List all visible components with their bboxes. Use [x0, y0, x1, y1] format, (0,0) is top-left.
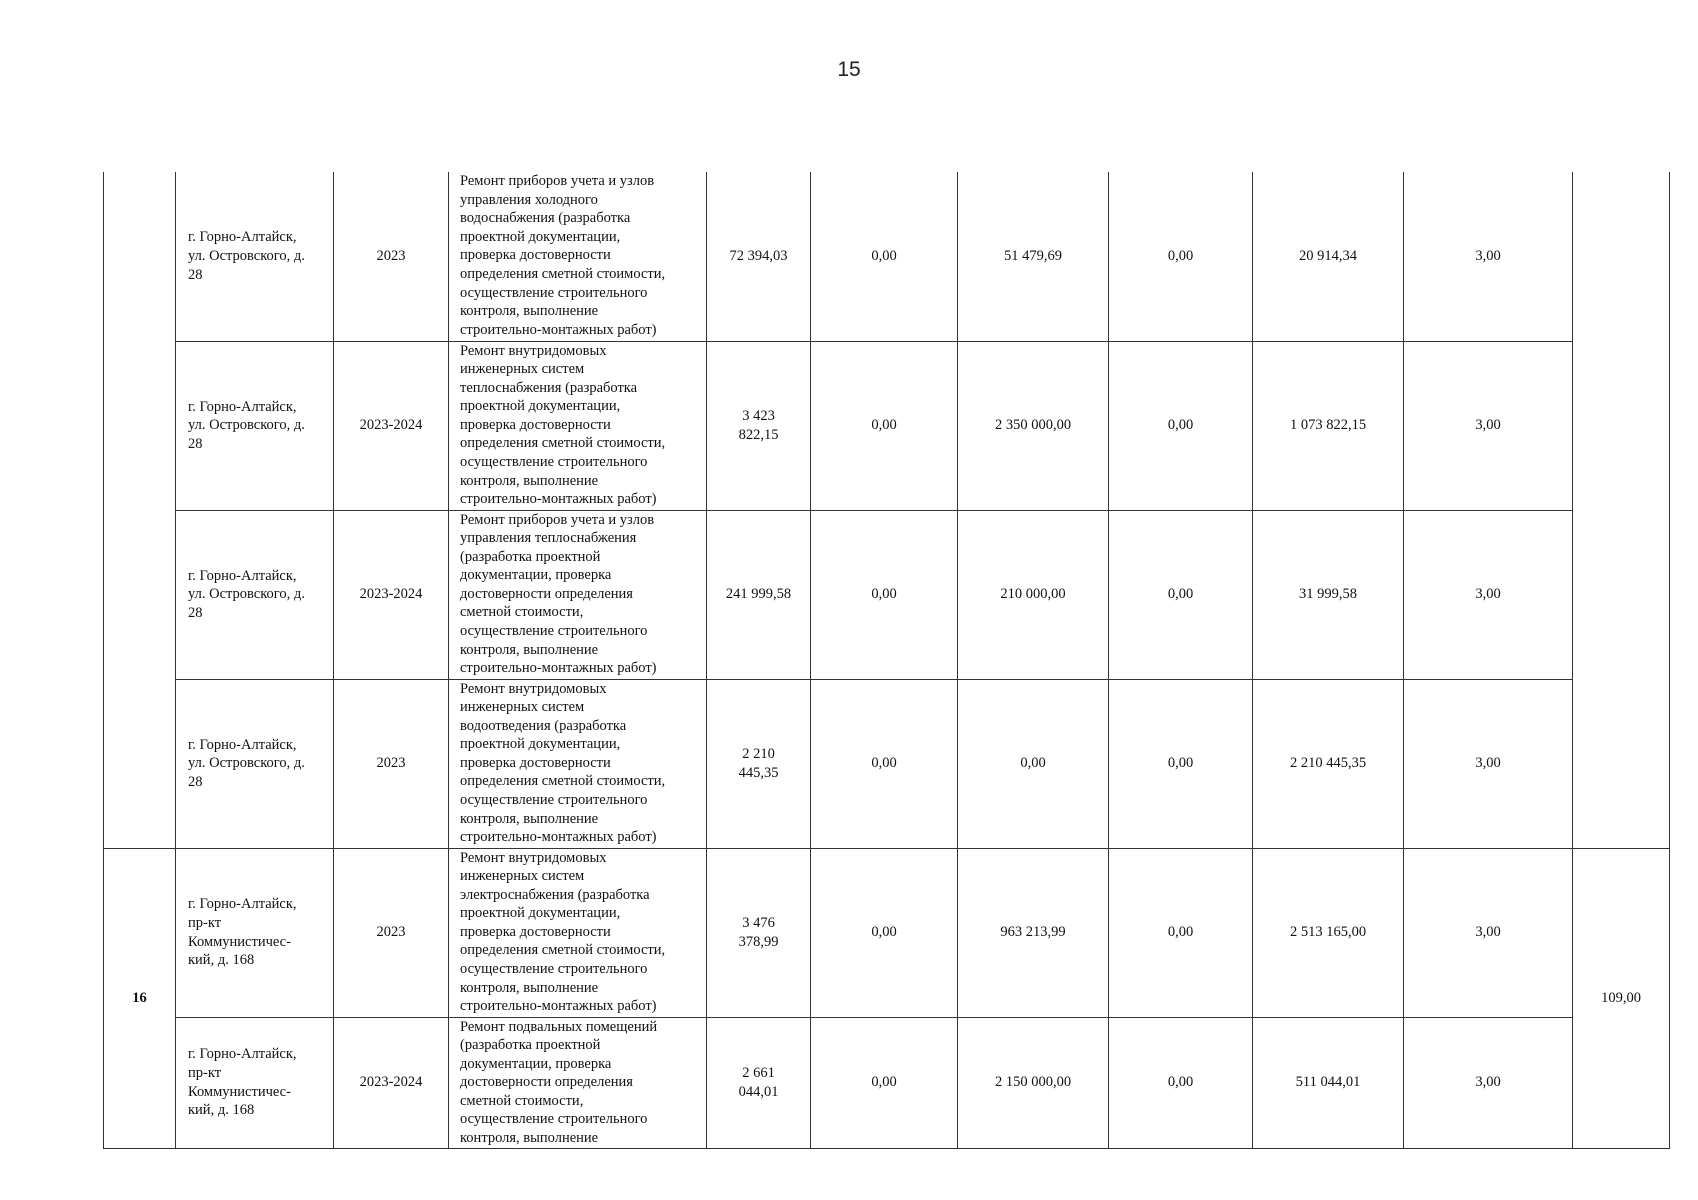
table-row [104, 341, 1670, 510]
address-cell [176, 848, 334, 1017]
total-cost-cell [707, 1017, 811, 1148]
address-line: ул. Островского, д. [188, 586, 305, 603]
work-description-line: управления холодного [460, 191, 598, 208]
amount-cell-v4: 31 999,58 [1253, 510, 1404, 679]
work-description-line: строительно-монтажных работ) [460, 321, 657, 338]
work-description-line: контроля, выполнение [460, 641, 599, 658]
work-description-line: осуществление строительного [460, 961, 648, 978]
address-line: кий, д. 168 [188, 952, 255, 969]
address-cell [176, 172, 334, 341]
address-line: 28 [188, 604, 203, 621]
object-total-cell: 109,00 [1573, 848, 1670, 1148]
work-description-line: сметной стоимости, [460, 604, 584, 621]
address-cell [176, 679, 334, 848]
work-description-line: определения сметной стоимости, [460, 942, 666, 959]
table-row [104, 172, 1670, 341]
work-description-cell [449, 172, 707, 341]
amount-cell-v1: 0,00 [811, 172, 958, 341]
period-cell: 2023-2024 [334, 1017, 449, 1148]
work-description-line: проверка достоверности [460, 923, 611, 940]
work-description-line: (разработка проектной [460, 548, 601, 565]
work-description-line: проектной документации, [460, 398, 621, 415]
amount-cell-v5: 3,00 [1404, 679, 1573, 848]
work-description-line: строительно-монтажных работ) [460, 998, 657, 1015]
amount-cell-v4: 20 914,34 [1253, 172, 1404, 341]
work-description-line: управления теплоснабжения [460, 530, 637, 547]
amount-cell-v3: 0,00 [1109, 172, 1253, 341]
amount-cell-v4: 511 044,01 [1253, 1017, 1404, 1148]
work-description-line: теплоснабжения (разработка [460, 379, 638, 396]
object-number-cell: 16 [104, 848, 176, 1148]
work-description-line: осуществление строительного [460, 284, 648, 301]
amount-cell-v1: 0,00 [811, 679, 958, 848]
table-body [104, 172, 1670, 1148]
table-row [104, 1017, 1670, 1148]
total-cost-line: 2 210 [742, 745, 775, 762]
work-description-cell [449, 848, 707, 1017]
amount-cell-v5: 3,00 [1404, 848, 1573, 1017]
work-description-line: определения сметной стоимости, [460, 265, 666, 282]
address-line: ул. Островского, д. [188, 247, 305, 264]
work-description-line: осуществление строительного [460, 792, 648, 809]
amount-cell-v1: 0,00 [811, 341, 958, 510]
work-description-line: контроля, выполнение [460, 472, 599, 489]
address-line: г. Горно-Алтайск, [188, 229, 297, 246]
total-cost-cell [707, 172, 811, 341]
work-description-line: строительно-монтажных работ) [460, 491, 657, 508]
work-description-cell [449, 1017, 707, 1148]
table-row [104, 679, 1670, 848]
amount-cell-v5: 3,00 [1404, 341, 1573, 510]
work-description-line: проектной документации, [460, 905, 621, 922]
amount-cell-v3: 0,00 [1109, 341, 1253, 510]
address-line: Коммунистичес- [188, 1083, 291, 1100]
total-cost-line: 2 661 [742, 1064, 775, 1081]
amount-cell-v4: 2 210 445,35 [1253, 679, 1404, 848]
work-description-line: контроля, выполнение [460, 979, 599, 996]
work-description-line: электроснабжения (разработка [460, 886, 650, 903]
total-cost-line: 3 423 [742, 407, 775, 424]
period-cell: 2023-2024 [334, 341, 449, 510]
total-cost-line: 378,99 [738, 933, 779, 950]
amount-cell-v5: 3,00 [1404, 172, 1573, 341]
amount-cell-v3: 0,00 [1109, 510, 1253, 679]
address-cell [176, 510, 334, 679]
work-description-cell [449, 341, 707, 510]
amount-cell-v4: 1 073 822,15 [1253, 341, 1404, 510]
total-cost-line: 241 999,58 [725, 586, 792, 603]
work-description-line: проектной документации, [460, 228, 621, 245]
address-line: г. Горно-Алтайск, [188, 1046, 297, 1063]
total-cost-line: 445,35 [738, 764, 779, 781]
work-description-line: инженерных систем [460, 868, 585, 885]
address-cell [176, 341, 334, 510]
work-description-line: проверка достоверности [460, 754, 611, 771]
work-description-line: Ремонт приборов учета и узлов [460, 173, 655, 189]
total-cost-line: 72 394,03 [729, 247, 788, 264]
address-cell [176, 1017, 334, 1148]
table-row [104, 848, 1670, 1017]
work-description-line: Ремонт внутридомовых [460, 849, 607, 866]
amount-cell-v2: 51 479,69 [958, 172, 1109, 341]
work-description-line: осуществление строительного [460, 1111, 648, 1128]
address-line: ул. Островского, д. [188, 755, 305, 772]
object-number-cell [104, 172, 176, 848]
work-description-line: проверка достоверности [460, 416, 611, 433]
total-cost-line: 822,15 [738, 426, 779, 443]
amount-cell-v5: 3,00 [1404, 510, 1573, 679]
work-description-line: достоверности определения [460, 1074, 633, 1091]
work-description-line: контроля, выполнение [460, 810, 599, 827]
total-cost-cell [707, 510, 811, 679]
work-description-line: определения сметной стоимости, [460, 773, 666, 790]
work-description-line: водоснабжения (разработка [460, 210, 631, 227]
amount-cell-v2: 2 150 000,00 [958, 1017, 1109, 1148]
amount-cell-v3: 0,00 [1109, 679, 1253, 848]
address-line: кий, д. 168 [188, 1102, 255, 1119]
work-description-line: осуществление строительного [460, 454, 648, 471]
amount-cell-v1: 0,00 [811, 848, 958, 1017]
amount-cell-v2: 210 000,00 [958, 510, 1109, 679]
work-description-line: определения сметной стоимости, [460, 435, 666, 452]
work-description-line: сметной стоимости, [460, 1092, 584, 1109]
amount-cell-v1: 0,00 [811, 1017, 958, 1148]
address-line: ул. Островского, д. [188, 417, 305, 434]
page-number: 15 [837, 58, 861, 81]
amount-cell-v3: 0,00 [1109, 848, 1253, 1017]
amount-cell-v2: 0,00 [958, 679, 1109, 848]
address-line: г. Горно-Алтайск, [188, 398, 297, 415]
work-description-line: Ремонт приборов учета и узлов [460, 511, 655, 528]
period-cell: 2023 [334, 848, 449, 1017]
total-cost-line: 3 476 [742, 914, 775, 931]
total-cost-cell [707, 848, 811, 1017]
address-line: 28 [188, 266, 203, 283]
work-description-cell [449, 679, 707, 848]
address-line: пр-кт [188, 1064, 222, 1081]
work-description-line: контроля, выполнение [460, 303, 599, 320]
address-line: 28 [188, 435, 203, 452]
address-line: г. Горно-Алтайск, [188, 567, 297, 584]
work-description-line: осуществление строительного [460, 623, 648, 640]
address-line: г. Горно-Алтайск, [188, 736, 297, 753]
work-description-line: документации, проверка [460, 567, 612, 584]
work-description-line: документации, проверка [460, 1055, 612, 1072]
work-description-line: контроля, выполнение [460, 1130, 599, 1147]
repair-works-table [103, 172, 1670, 1149]
address-line: Коммунистичес- [188, 933, 291, 950]
amount-cell-v3: 0,00 [1109, 1017, 1253, 1148]
work-description-line: Ремонт внутридомовых [460, 342, 607, 359]
work-description-line: строительно-монтажных работ) [460, 660, 657, 677]
work-description-cell [449, 510, 707, 679]
period-cell: 2023-2024 [334, 510, 449, 679]
table-row [104, 510, 1670, 679]
work-description-line: инженерных систем [460, 361, 585, 378]
total-cost-line: 044,01 [738, 1083, 779, 1100]
amount-cell-v2: 963 213,99 [958, 848, 1109, 1017]
amount-cell-v5: 3,00 [1404, 1017, 1573, 1148]
address-line: 28 [188, 773, 203, 790]
amount-cell-v2: 2 350 000,00 [958, 341, 1109, 510]
work-description-line: Ремонт подвальных помещений [460, 1018, 658, 1035]
work-description-line: водоотведения (разработка [460, 717, 627, 734]
object-total-cell [1573, 172, 1670, 848]
period-cell: 2023 [334, 679, 449, 848]
address-line: пр-кт [188, 914, 222, 931]
work-description-line: (разработка проектной [460, 1037, 601, 1054]
work-description-line: проектной документации, [460, 736, 621, 753]
work-description-line: строительно-монтажных работ) [460, 829, 657, 846]
work-description-line: инженерных систем [460, 699, 585, 716]
amount-cell-v4: 2 513 165,00 [1253, 848, 1404, 1017]
work-description-line: Ремонт внутридомовых [460, 680, 607, 697]
total-cost-cell [707, 679, 811, 848]
address-line: г. Горно-Алтайск, [188, 896, 297, 913]
work-description-line: проверка достоверности [460, 247, 611, 264]
period-cell: 2023 [334, 172, 449, 341]
total-cost-cell [707, 341, 811, 510]
work-description-line: достоверности определения [460, 585, 633, 602]
amount-cell-v1: 0,00 [811, 510, 958, 679]
